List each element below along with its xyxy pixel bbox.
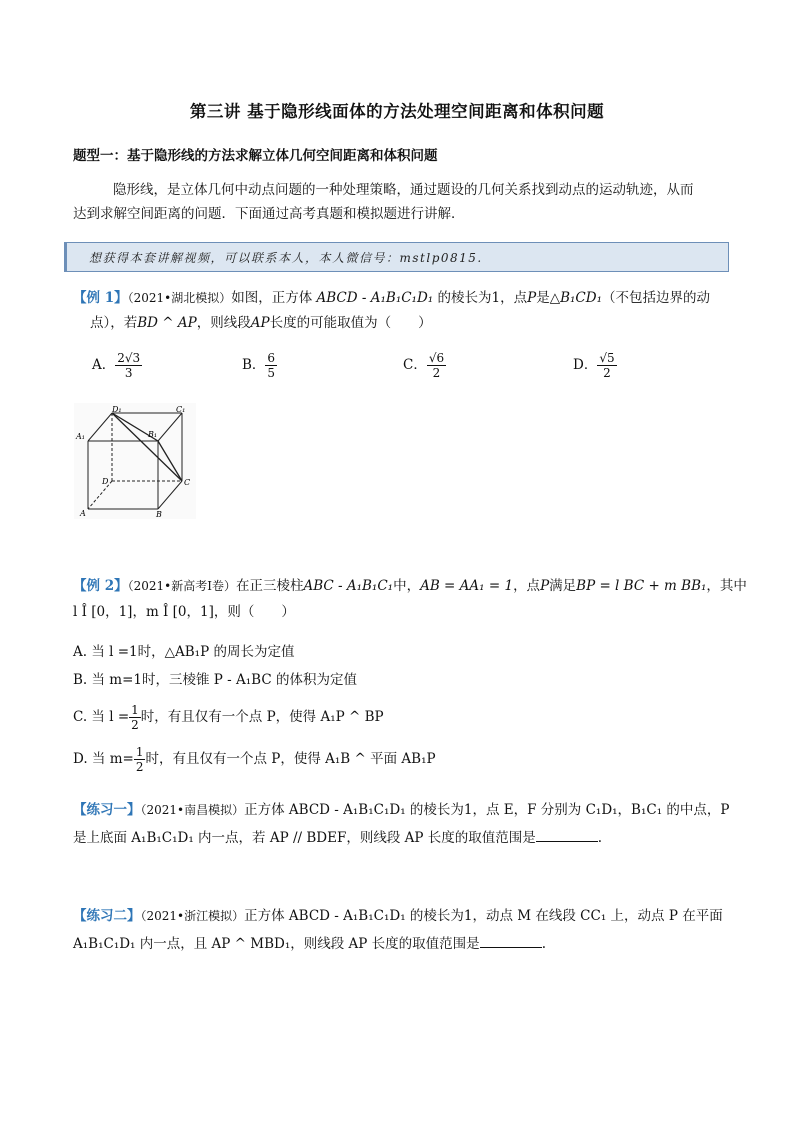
text: 是上底面 A₁B₁C₁D₁ 内一点，若 AP // BDEF，则线段 AP 长度的取值范围是: [73, 830, 536, 846]
text: D. 当 m=: [73, 751, 134, 767]
label-c: C: [184, 478, 191, 487]
intro-paragraph: [73, 178, 733, 226]
numerator: 1: [131, 703, 139, 717]
option-label: A．: [92, 357, 116, 373]
example-2-source: （2021•新高考Ⅰ卷）: [127, 579, 236, 593]
example-1-option-d: [573, 351, 617, 380]
practice-2-line-2: [73, 932, 546, 956]
text: 在正三棱柱: [235, 578, 304, 594]
text: 正方体 ABCD - A₁B₁C₁D₁ 的棱长为1，动点 M 在线段 CC₁ 上，动点 P 在平面: [244, 908, 723, 924]
example-2-line-2: l Î [0，1]，m Î [0，1]，则（ ）: [73, 604, 295, 620]
label-d1: D₁: [112, 405, 122, 414]
fraction: [427, 351, 446, 380]
example-2-option-c: [73, 703, 384, 732]
text: ，其中: [706, 578, 747, 594]
fraction: [129, 703, 141, 732]
example-1-line-1: [73, 286, 710, 310]
example-1-option-b: [242, 351, 277, 380]
text: ，点: [500, 290, 528, 306]
label-b1: B₁: [148, 430, 158, 439]
label-a: A: [80, 509, 86, 518]
example-1-line-2: [90, 311, 432, 335]
text: ，则线段: [196, 315, 251, 331]
text: 时，有且仅有一个点 P，使得 A₁P ^ BP: [140, 709, 384, 725]
fraction: [115, 351, 142, 380]
figure-background: [74, 403, 196, 519]
fraction: [597, 351, 616, 380]
label-d: D: [102, 477, 109, 486]
text: 点），若: [90, 315, 138, 331]
math: △B₁CD₁: [549, 290, 602, 306]
text: .: [597, 830, 603, 846]
math: BD ^ AP: [137, 315, 197, 331]
text: 中，: [393, 578, 421, 594]
text: 满足: [549, 578, 577, 594]
example-2-option-a: A. 当 l =1时，△AB₁P 的周长为定值: [73, 644, 295, 660]
practice-2-tag: 【练习二】: [73, 908, 141, 924]
fraction: [134, 745, 146, 774]
numerator: 1: [135, 745, 144, 759]
answer-blank[interactable]: [480, 947, 542, 948]
cube-figure: [74, 403, 196, 519]
denominator: 2: [432, 366, 441, 380]
example-2-line-1: [73, 574, 747, 598]
practice-1-line-1: [73, 798, 730, 822]
intro-line-1: 隐形线，是立体几何中动点问题的一种处理策略，通过题设的几何关系找到动点的运动轨迹，从而: [113, 182, 694, 198]
math: ABC - A₁B₁C₁: [303, 578, 394, 594]
math: AP: [250, 315, 270, 331]
fraction: [265, 351, 277, 380]
text: 的棱长为: [437, 290, 492, 306]
section-heading: 题型一：基于隐形线的方法求解立体几何空间距离和体积问题: [73, 148, 438, 164]
denominator: 3: [124, 366, 133, 380]
text: （不包括边界的动: [601, 290, 710, 306]
intro-line-2: 达到求解空间距离的问题．下面通过高考真题和模拟题进行讲解．: [73, 206, 465, 222]
example-2-option-b: B. 当 m=1时，三棱锥 P - A₁BC 的体积为定值: [73, 672, 357, 688]
contact-note-text: 想获得本套讲解视频，可以联系本人，本人微信号：mstlp0815.: [89, 251, 483, 265]
text: A₁B₁C₁D₁ 内一点，且 AP ^ MBD₁，则线段 AP 长度的取值范围是: [73, 936, 480, 952]
text: 时，有且仅有一个点 P，使得 A₁B ^ 平面 AB₁P: [145, 751, 436, 767]
example-2-option-d: [73, 745, 436, 774]
text: 正方体 ABCD - A₁B₁C₁D₁ 的棱长为1，点 E，F 分别为 C₁D₁，B₁C₁ 的中点，P: [244, 802, 730, 818]
numerator: √6: [428, 351, 445, 365]
math: BP = l BC + m BB₁: [576, 578, 707, 594]
option-label: D．: [573, 357, 598, 373]
practice-1-source: （2021•南昌模拟）: [140, 803, 245, 817]
label-b: B: [156, 510, 162, 519]
practice-1-line-2: [73, 826, 602, 850]
numerator: 6: [267, 351, 276, 365]
answer-blank[interactable]: [536, 841, 598, 842]
numerator: √5: [599, 351, 615, 365]
contact-note-box: [64, 242, 729, 272]
math: 1: [491, 290, 501, 306]
math: AB = AA₁ = 1: [420, 578, 514, 594]
practice-2-line-1: [73, 904, 723, 928]
math: ABCD - A₁B₁C₁D₁: [316, 290, 434, 306]
math: P: [540, 578, 550, 594]
label-a1: A₁: [76, 432, 85, 441]
practice-2-source: （2021•浙江模拟）: [140, 909, 245, 923]
text: C. 当 l =: [73, 709, 130, 725]
denominator: 2: [131, 718, 139, 732]
example-2-tag: 【例 2】: [73, 578, 128, 594]
text: 是: [536, 290, 550, 306]
denominator: 2: [135, 760, 144, 774]
example-1-option-c: [403, 351, 446, 380]
text: 如图，正方体: [231, 290, 313, 306]
example-1-option-a: [92, 351, 142, 380]
denominator: 2: [603, 366, 611, 380]
practice-1-tag: 【练习一】: [73, 802, 141, 818]
option-label: B．: [242, 357, 266, 373]
text: .: [541, 936, 546, 952]
example-1-source: （2021•湖北模拟）: [127, 291, 232, 305]
example-1-tag: 【例 1】: [73, 290, 128, 306]
text: 长度的可能取值为（ ）: [269, 315, 432, 331]
label-c1: C₁: [176, 405, 186, 414]
denominator: 5: [267, 366, 276, 380]
option-label: C．: [403, 357, 427, 373]
math: P: [527, 290, 537, 306]
numerator: 2√3: [117, 351, 141, 365]
page-title: 第三讲 基于隐形线面体的方法处理空间距离和体积问题: [189, 102, 605, 121]
text: ，点: [513, 578, 541, 594]
